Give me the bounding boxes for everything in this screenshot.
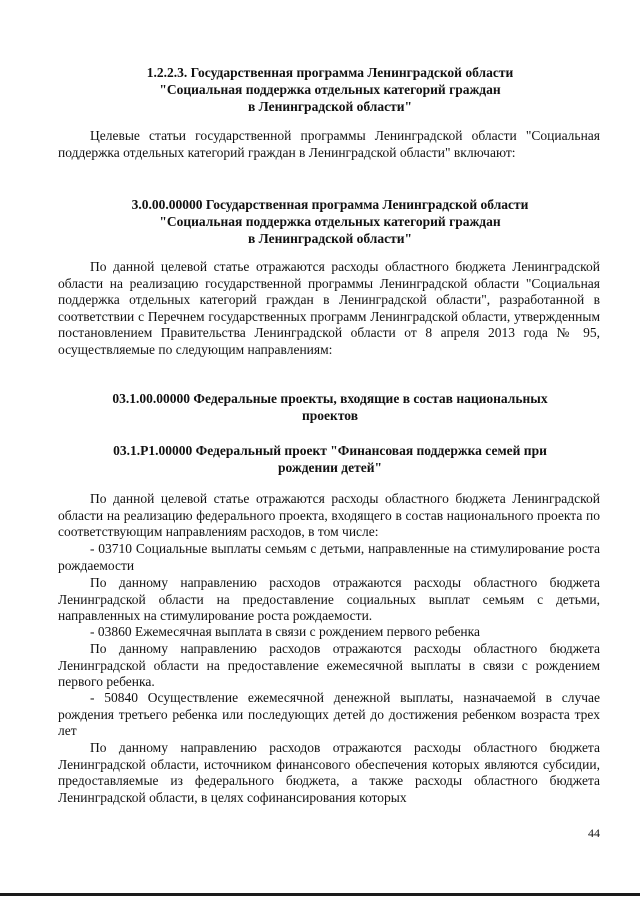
heading-line: в Ленинградской области" [247, 99, 413, 114]
heading-line: "Социальная поддержка отдельных категорий граждан [159, 214, 501, 229]
intro-paragraph: Целевые статьи государственной программы Ленинградской области "Социальная поддержка отдельных категорий граждан в Ленинградской области" включают: [58, 128, 600, 160]
section-heading-federal-projects [60, 390, 600, 424]
list-item-50840: - 50840 Осуществление ежемесячной денежной выплаты, назначаемой в случае рождения третьего ребенка или последующих детей до достижения ребенком возраста трех лет [58, 690, 600, 738]
heading-line: проектов [302, 408, 358, 423]
paragraph-50840: По данному направлению расходов отражаются расходы областного бюджета Ленинградской области, источником финансового обеспечения которых являются субсидии, предоставляемые из федерального бюджета, а также расходы областного бюджета Ленинградской области, в целях софинансирования которых [58, 740, 600, 805]
heading-line: 03.1.P1.00000 Федеральный проект "Финансовая поддержка семей при [113, 443, 547, 458]
paragraph-03710: По данному направлению расходов отражаются расходы областного бюджета Ленинградской области на предоставление социальных выплат семьям с детьми, направленных на стимулирование роста рождаемости. [58, 575, 600, 623]
list-item-03710: - 03710 Социальные выплаты семьям с детьми, направленные на стимулирование роста рождаемости [58, 541, 600, 573]
bottom-border [0, 893, 640, 896]
heading-line: "Социальная поддержка отдельных категорий граждан [159, 82, 501, 97]
program-paragraph: По данной целевой статье отражаются расходы областного бюджета Ленинградской области на реализацию государственной программы Ленинградской области "Социальная поддержка отдельных категорий граждан в Ленинградской области", разработанной в соответствии с Перечнем государственных программ Ленинградской области, утвержденным постановлением Правительства Ленинградской области от 8 апреля 2013 года № 95, осуществляемые по следующим направлениям: [58, 259, 600, 357]
heading-line: рождении детей" [278, 460, 382, 475]
heading-line: в Ленинградской области" [247, 231, 413, 246]
project-paragraph: По данной целевой статье отражаются расходы областного бюджета Ленинградской области на реализацию федерального проекта, входящего в состав национального проекта по соответствующим направлениям расходов, в том числе: [58, 491, 600, 539]
heading-line: 3.0.00.00000 Государственная программа Ленинградской области [131, 197, 529, 212]
heading-line: 1.2.2.3. Государственная программа Ленинградской области [146, 65, 514, 80]
section-heading-federal-project-p1 [60, 442, 600, 476]
heading-line: 03.1.00.00000 Федеральные проекты, входящие в состав национальных [112, 391, 548, 406]
paragraph-03860: По данному направлению расходов отражаются расходы областного бюджета Ленинградской области на предоставление ежемесячной выплаты в связи с рождением первого ребенка. [58, 641, 600, 689]
page-number: 44 [588, 826, 600, 840]
section-heading-1-2-2-3 [60, 64, 600, 115]
list-item-03860: - 03860 Ежемесячная выплата в связи с рождением первого ребенка [90, 624, 481, 639]
section-heading-program [60, 196, 600, 247]
